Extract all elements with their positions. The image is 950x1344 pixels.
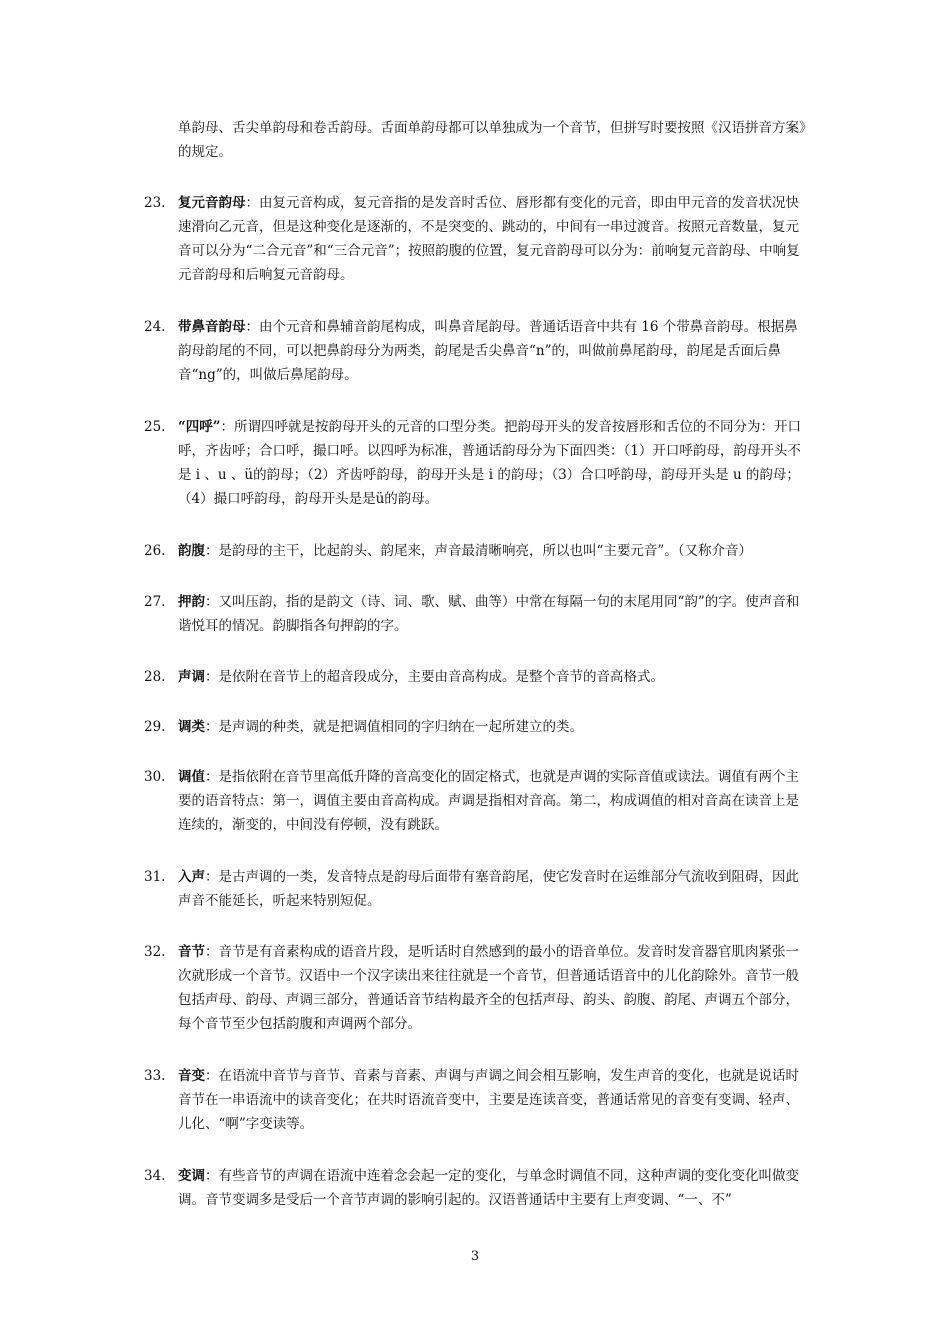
- entry-number: 31.: [144, 869, 166, 885]
- entry-text: ：所谓四呼就是按韵母开头的元音的口型分类。把韵母开头的发音按唇形和舌位的不同分为：开口呼，齐齿呼；合口呼，撮口呼。以四呼为标准，普通话韵母分为下面四类：（1）开口呼韵母，韵母开头不是 i 、u 、ü的韵母；（2）齐齿呼韵母，韵母开头是 i 的韵母；（3）合口呼韵母，韵母开头是 u 的韵母；（4）撮口呼韵母，韵母开头是是ü的韵母。: [178, 419, 802, 507]
- entry-text: ：是依附在音节上的超音段成分，主要由音高构成。是整个音节的音高格式。: [205, 669, 664, 685]
- entry-34: [144, 1164, 810, 1212]
- entry-26: [144, 539, 810, 563]
- entry-term: 带鼻音韵母: [178, 319, 246, 335]
- entry-number: 33.: [144, 1068, 166, 1084]
- entry-term: 音节: [178, 944, 205, 960]
- continuation-paragraph: 单韵母、舌尖单韵母和卷舌韵母。舌面单韵母都可以单独成为一个音节，但拼写时要按照《汉语拼音方案》的规定。: [178, 120, 806, 160]
- entry-text: ：有些音节的声调在语流中连着念会起一定的变化，与单念时调值不同，这种声调的变化变化叫做变调。音节变调多是受后一个音节声调的影响引起的。汉语普通话中主要有上声变调、“一、不”: [178, 1168, 799, 1208]
- entry-number: 34.: [144, 1168, 166, 1184]
- entry-text: ：是声调的种类，就是把调值相同的字归纳在一起所建立的类。: [205, 719, 583, 735]
- entry-term: 复元音韵母: [178, 195, 246, 211]
- entry-text: ：又叫压韵，指的是韵文（诗、词、歌、赋、曲等）中常在每隔一句的末尾用同“韵”的字。使声音和谐悦耳的情况。韵脚指各句押韵的字。: [178, 594, 800, 634]
- entry-number: 25.: [144, 419, 166, 435]
- entry-29: [144, 715, 810, 739]
- entry-number: 32.: [144, 944, 166, 960]
- entry-number: 28.: [144, 669, 166, 685]
- entry-text: ：是韵母的主干，比起韵头、韵尾来，声音最清晰响亮，所以也叫“主要元音”。（又称介音）: [205, 543, 753, 559]
- entry-term: 入声: [178, 869, 205, 885]
- entry-32: [144, 940, 810, 1036]
- entry-31: [144, 865, 810, 913]
- entry-term: 音变: [178, 1068, 205, 1084]
- page-number: 3: [470, 1249, 480, 1264]
- entry-number: 23.: [144, 195, 166, 211]
- entry-text: ：由个元音和鼻辅音韵尾构成，叫鼻音尾韵母。普通话语音中共有 16 个带鼻音韵母。根据鼻韵母韵尾的不同，可以把鼻韵母分为两类，韵尾是舌尖鼻音“n”的，叫做前鼻尾韵母，韵尾是舌面后鼻音“ng”的，叫做后鼻尾韵母。: [178, 319, 798, 383]
- entry-28: [144, 665, 810, 689]
- entry-term: “四呼”: [178, 419, 221, 435]
- entry-term: 声调: [178, 669, 205, 685]
- entry-text: ：在语流中音节与音节、音素与音素、声调与声调之间会相互影响，发生声音的变化，也就是说话时音节在一串语流中的读音变化；在共时语流音变中，主要是连读音变，普通话常见的音变有变调、轻声、儿化、“啊”字变读等。: [178, 1068, 799, 1132]
- entry-text: ：由复元音构成，复元音指的是发音时舌位、唇形都有变化的元音，即由甲元音的发音状况快速滑向乙元音，但是这种变化是逐渐的，不是突变的、跳动的，中间有一串过渡音。按照元音数量，复元音可以分为“二合元音”和“三合元音”；按照韵腹的位置，复元音韵母可以分为：前响复元音韵母、中响复元音韵母和后响复元音韵母。: [178, 195, 800, 283]
- entry-term: 韵腹: [178, 543, 205, 559]
- entry-text: ：是指依附在音节里高低升降的音高变化的固定格式，也就是声调的实际音值或读法。调值有两个主要的语音特点：第一，调值主要由音高构成。声调是指相对音高。第二，构成调值的相对音高在读音上是连续的，渐变的，中间没有停顿，没有跳跃。: [178, 769, 799, 833]
- entry-number: 27.: [144, 594, 166, 610]
- entry-term: 调类: [178, 719, 205, 735]
- entry-term: 变调: [178, 1168, 205, 1184]
- entry-term: 调值: [178, 769, 205, 785]
- entry-number: 26.: [144, 543, 166, 559]
- entry-33: [144, 1064, 810, 1136]
- entry-24: [144, 315, 810, 387]
- entry-27: [144, 590, 810, 638]
- entry-23: [144, 191, 810, 287]
- entry-term: 押韵: [178, 594, 205, 610]
- entry-number: 30.: [144, 769, 166, 785]
- entry-25: [144, 415, 810, 511]
- entry-number: 29.: [144, 719, 166, 735]
- entry-number: 24.: [144, 319, 166, 335]
- entry-30: [144, 765, 810, 837]
- entry-text: ：是古声调的一类，发音特点是韵母后面带有塞音韵尾，使它发音时在运维部分气流收到阻碍，因此声音不能延长，听起来特别短促。: [178, 869, 799, 909]
- entry-text: ：音节是有音素构成的语音片段，是听话时自然感到的最小的语音单位。发音时发音器官肌肉紧张一次就形成一个音节。汉语中一个汉字读出来往往就是一个音节，但普通话语音中的儿化韵除外。音节一般包括声母、韵母、声调三部分，普通话音节结构最齐全的包括声母、韵头、韵腹、韵尾、声调五个部分，每个音节至少包括韵腹和声调两个部分。: [178, 944, 799, 1032]
